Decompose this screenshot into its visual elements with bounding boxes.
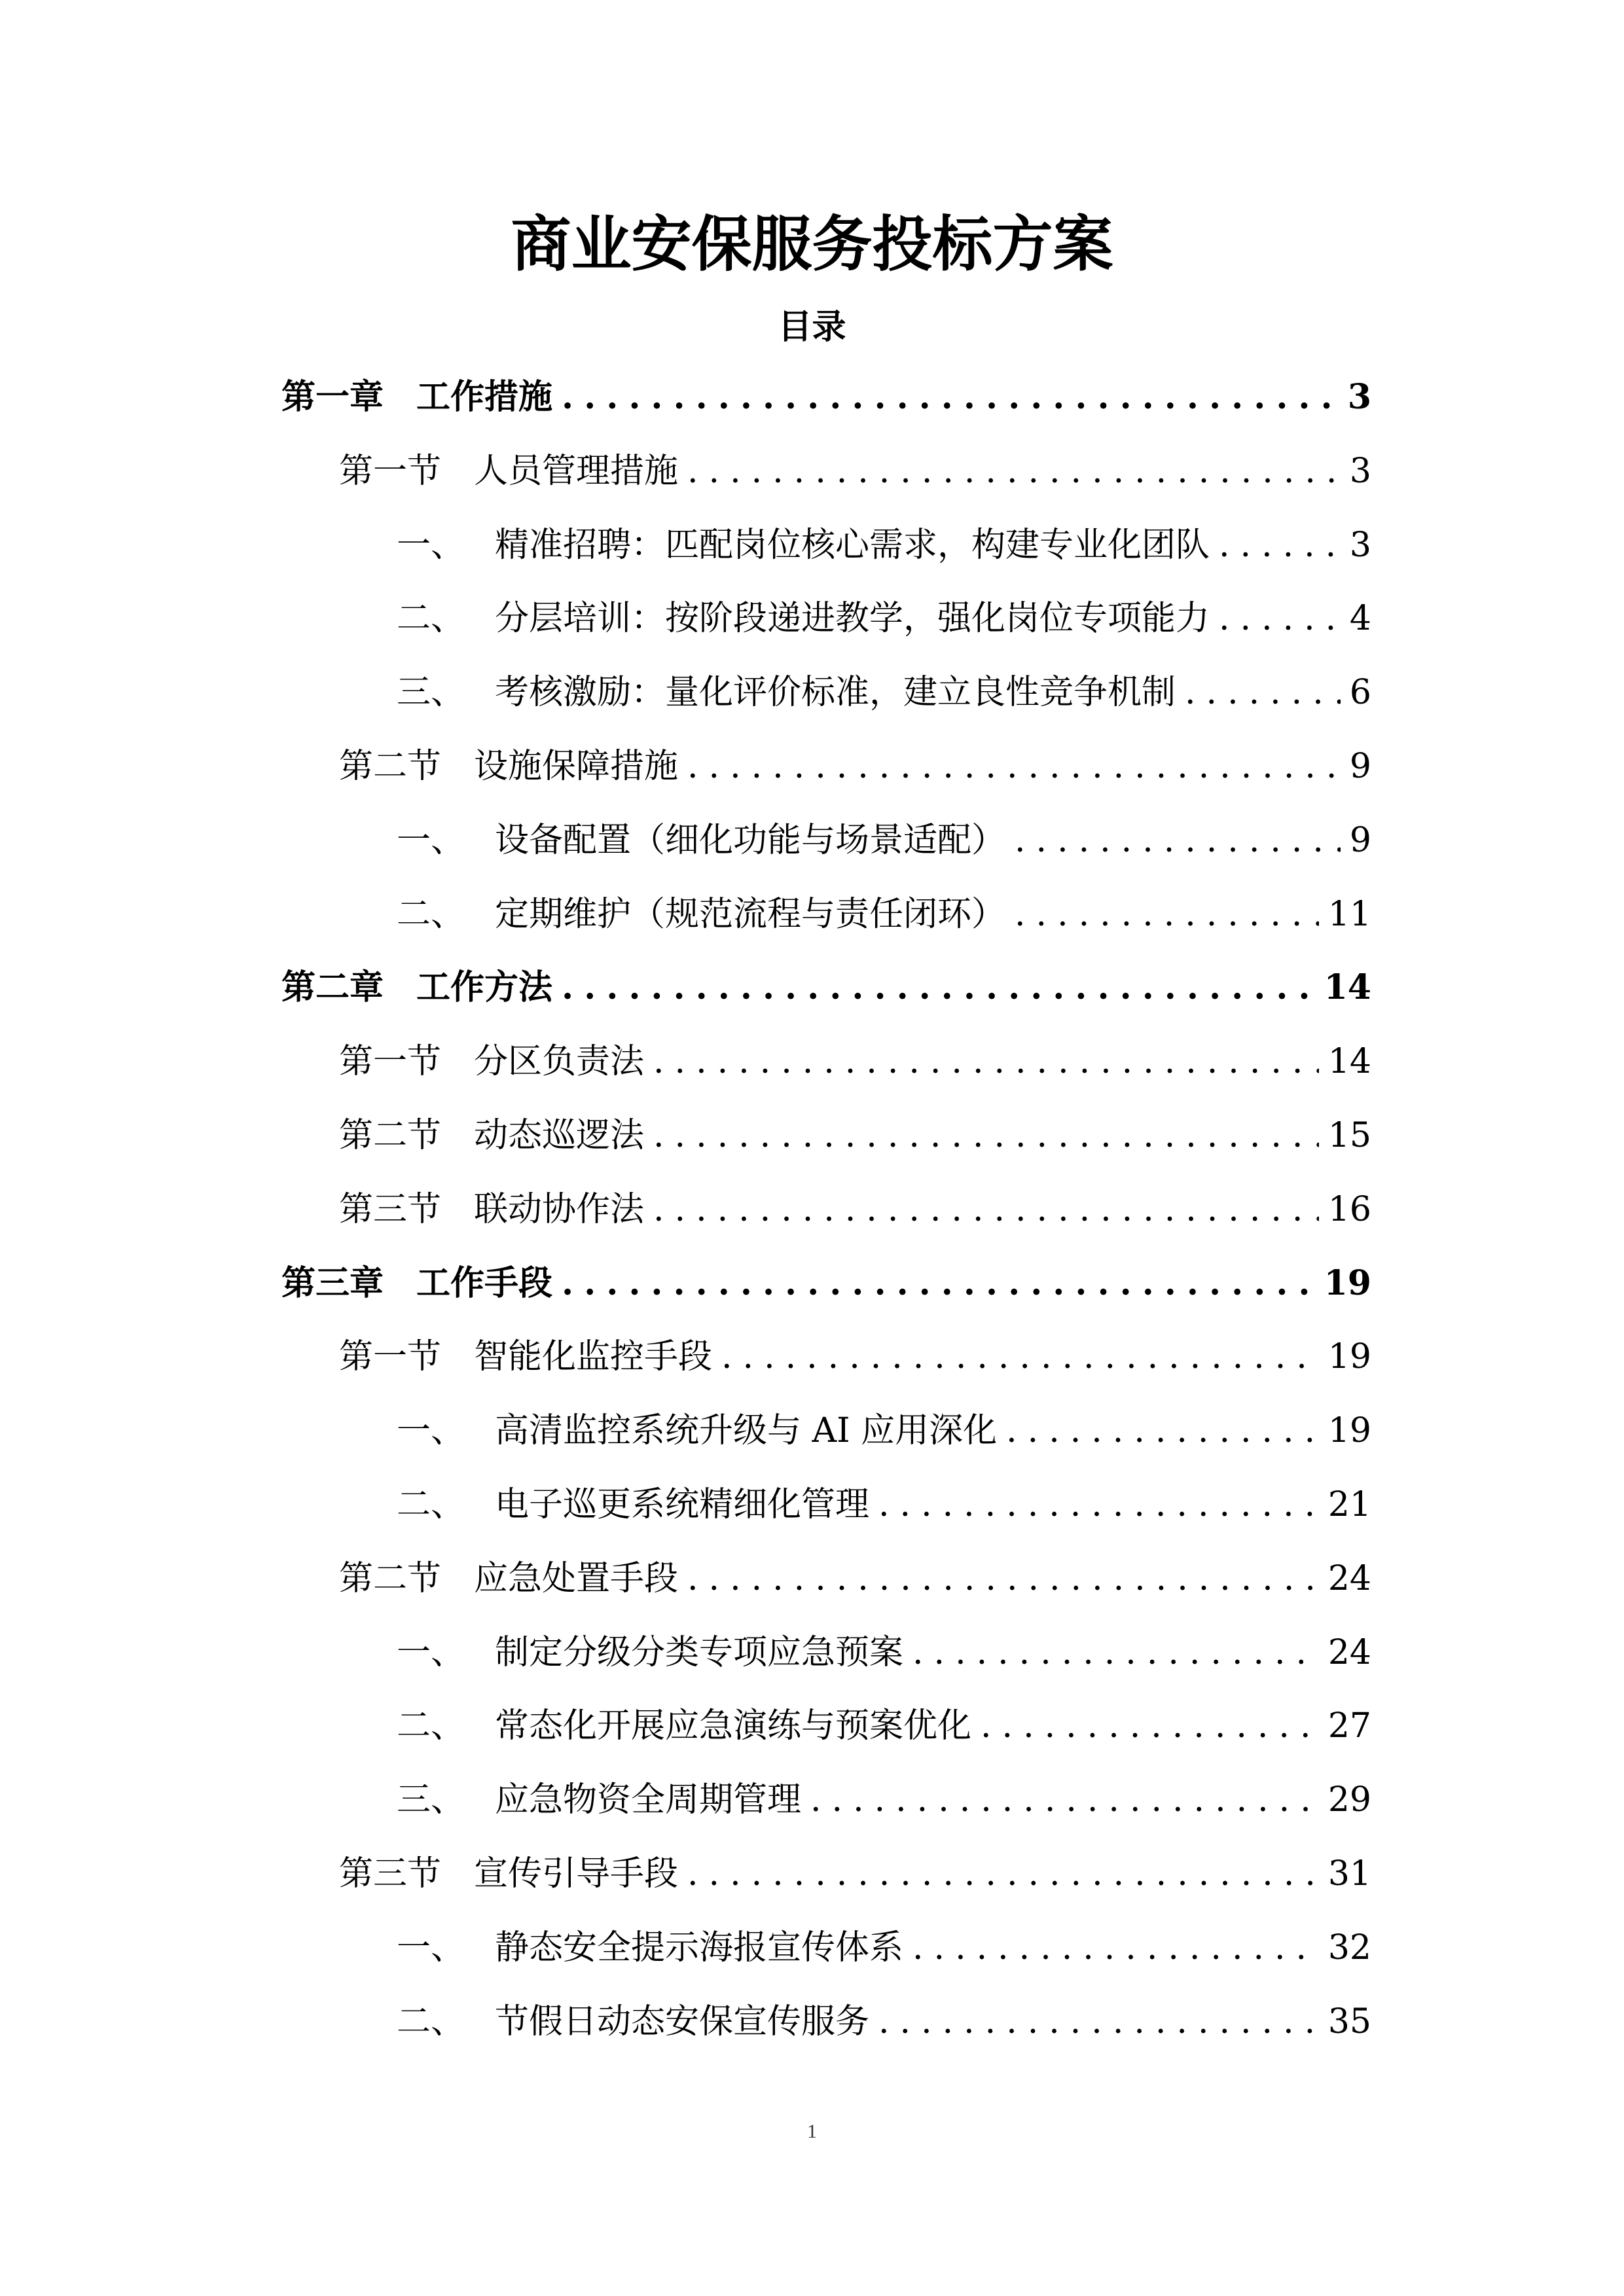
toc-entry-page: 11 <box>1327 894 1371 934</box>
toc-chapter-2[interactable] <box>281 955 1371 1029</box>
toc-entry-page: 3 <box>1349 451 1371 491</box>
toc-entry-page: 24 <box>1327 1632 1371 1672</box>
toc-section-1-1[interactable] <box>281 439 1371 512</box>
toc-section-3-2[interactable] <box>281 1546 1371 1620</box>
toc-entry-text: 电子巡更系统精细化管理 <box>495 1484 870 1524</box>
toc-entry-text: 节假日动态安保宣传服务 <box>495 2001 870 2041</box>
toc-dot-leader <box>687 439 1341 504</box>
toc-item-3-2-1[interactable] <box>281 1620 1371 1694</box>
toc-entry-page: 19 <box>1327 1337 1371 1377</box>
toc-item-1-2-2[interactable] <box>281 882 1371 956</box>
toc-section-2-1[interactable] <box>281 1029 1371 1103</box>
toc-entry-number: 第一节 <box>339 451 442 491</box>
toc-entry-number: 一、 <box>397 1411 465 1451</box>
toc-entry-number: 一、 <box>397 1928 465 1967</box>
toc-entry-page: 21 <box>1327 1484 1371 1524</box>
toc-entry-page: 6 <box>1349 673 1371 713</box>
toc-entry-text: 设施保障措施 <box>474 746 679 786</box>
toc-entry-number: 一、 <box>397 1632 465 1672</box>
toc-dot-leader <box>1185 660 1341 725</box>
toc-entry-text: 人员管理措施 <box>474 451 679 491</box>
toc-chapter-1[interactable] <box>281 365 1371 439</box>
toc-entry-number: 二、 <box>397 894 465 934</box>
toc-entry-text: 静态安全提示海报宣传体系 <box>495 1928 904 1967</box>
toc-dot-leader <box>981 1693 1319 1759</box>
toc-entry-page: 35 <box>1327 2001 1371 2041</box>
toc-chapter-3[interactable] <box>281 1251 1371 1325</box>
toc-item-3-2-3[interactable] <box>281 1767 1371 1841</box>
toc-entry-page: 15 <box>1327 1115 1371 1155</box>
toc-entry-page: 3 <box>1349 525 1371 565</box>
toc-dot-leader <box>1006 1398 1319 1463</box>
toc-entry-page: 29 <box>1327 1780 1371 1820</box>
toc-entry-page: 16 <box>1327 1189 1371 1229</box>
toc-heading: 目录 <box>778 307 846 347</box>
toc-entry-number: 第一节 <box>339 1337 442 1377</box>
toc-section-2-3[interactable] <box>281 1177 1371 1251</box>
toc-dot-leader <box>653 1029 1319 1094</box>
toc-entry-text: 设备配置（细化功能与场景适配） <box>495 820 1006 860</box>
toc-entry-page: 9 <box>1349 746 1371 786</box>
toc-entry-text: 高清监控系统升级与 AI 应用深化 <box>495 1411 998 1451</box>
toc-section-2-2[interactable] <box>281 1103 1371 1177</box>
toc-entry-number: 二、 <box>397 1706 465 1746</box>
toc-item-3-2-2[interactable] <box>281 1693 1371 1767</box>
toc-entry-number: 三、 <box>397 673 465 713</box>
toc-entry-text: 应急物资全周期管理 <box>495 1780 802 1820</box>
toc-entry-text: 常态化开展应急演练与预案优化 <box>495 1706 972 1746</box>
toc-entry-page: 19 <box>1324 1263 1371 1303</box>
document-title: 商业安保服务投标方案 <box>511 209 1113 279</box>
toc-entry-page: 31 <box>1327 1854 1371 1893</box>
table-of-contents <box>281 365 1371 2062</box>
toc-dot-leader <box>912 1620 1319 1685</box>
toc-dot-leader <box>912 1915 1319 1981</box>
toc-entry-page: 14 <box>1327 1042 1371 1082</box>
toc-dot-leader <box>562 365 1339 430</box>
toc-entry-number: 第三节 <box>339 1189 442 1229</box>
toc-entry-text: 工作措施 <box>416 377 553 417</box>
toc-section-1-2[interactable] <box>281 734 1371 808</box>
toc-entry-number: 二、 <box>397 599 465 639</box>
toc-dot-leader <box>1015 882 1319 947</box>
toc-entry-text: 工作方法 <box>416 967 553 1008</box>
toc-item-3-1-1[interactable] <box>281 1398 1371 1472</box>
toc-entry-number: 一、 <box>397 525 465 565</box>
toc-entry-number: 第一章 <box>281 377 384 417</box>
toc-section-3-1[interactable] <box>281 1324 1371 1398</box>
toc-entry-text: 精准招聘：匹配岗位核心需求，构建专业化团队 <box>495 525 1210 565</box>
toc-entry-text: 工作手段 <box>416 1263 553 1303</box>
toc-dot-leader <box>687 1546 1319 1611</box>
toc-dot-leader <box>810 1767 1319 1833</box>
toc-entry-text: 分层培训：按阶段递进教学，强化岗位专项能力 <box>495 599 1210 639</box>
toc-dot-leader <box>878 1989 1319 2054</box>
toc-entry-text: 宣传引导手段 <box>474 1854 679 1893</box>
toc-entry-text: 动态巡逻法 <box>474 1115 645 1155</box>
toc-entry-page: 19 <box>1327 1411 1371 1451</box>
toc-entry-number: 二、 <box>397 1484 465 1524</box>
toc-item-1-1-3[interactable] <box>281 660 1371 734</box>
toc-entry-text: 智能化监控手段 <box>474 1337 713 1377</box>
toc-entry-page: 32 <box>1327 1928 1371 1967</box>
toc-entry-number: 第二章 <box>281 967 384 1008</box>
toc-entry-page: 24 <box>1327 1558 1371 1598</box>
toc-dot-leader <box>1219 586 1341 651</box>
toc-entry-page: 3 <box>1347 377 1371 417</box>
page-number: 1 <box>807 2121 817 2142</box>
toc-item-3-3-2[interactable] <box>281 1989 1371 2063</box>
toc-section-3-3[interactable] <box>281 1841 1371 1915</box>
toc-entry-text: 联动协作法 <box>474 1189 645 1229</box>
toc-entry-page: 14 <box>1324 967 1371 1008</box>
toc-entry-number: 第二节 <box>339 1115 442 1155</box>
toc-entry-page: 27 <box>1327 1706 1371 1746</box>
toc-entry-page: 9 <box>1349 820 1371 860</box>
toc-entry-text: 考核激励：量化评价标准，建立良性竞争机制 <box>495 673 1176 713</box>
toc-entry-number: 第三节 <box>339 1854 442 1893</box>
toc-entry-page: 4 <box>1349 599 1371 639</box>
toc-dot-leader <box>687 734 1341 799</box>
toc-entry-text: 制定分级分类专项应急预案 <box>495 1632 904 1672</box>
toc-entry-text: 分区负责法 <box>474 1042 645 1082</box>
toc-entry-text: 应急处置手段 <box>474 1558 679 1598</box>
toc-item-1-1-2[interactable] <box>281 586 1371 660</box>
toc-dot-leader <box>721 1324 1319 1390</box>
toc-dot-leader <box>653 1177 1319 1242</box>
toc-dot-leader <box>562 1251 1315 1316</box>
toc-entry-number: 二、 <box>397 2001 465 2041</box>
toc-entry-text: 定期维护（规范流程与责任闭环） <box>495 894 1006 934</box>
toc-item-3-1-2[interactable] <box>281 1472 1371 1546</box>
toc-dot-leader <box>562 955 1315 1020</box>
toc-entry-number: 第三章 <box>281 1263 384 1303</box>
toc-dot-leader <box>1015 808 1341 873</box>
toc-dot-leader <box>1219 512 1341 578</box>
toc-entry-number: 一、 <box>397 820 465 860</box>
toc-entry-number: 第二节 <box>339 1558 442 1598</box>
toc-entry-number: 三、 <box>397 1780 465 1820</box>
toc-entry-number: 第二节 <box>339 746 442 786</box>
toc-item-1-1-1[interactable] <box>281 512 1371 586</box>
toc-item-1-2-1[interactable] <box>281 808 1371 882</box>
toc-entry-number: 第一节 <box>339 1042 442 1082</box>
toc-dot-leader <box>878 1472 1319 1537</box>
toc-dot-leader <box>687 1841 1319 1907</box>
toc-dot-leader <box>653 1103 1319 1168</box>
toc-item-3-3-1[interactable] <box>281 1915 1371 1989</box>
